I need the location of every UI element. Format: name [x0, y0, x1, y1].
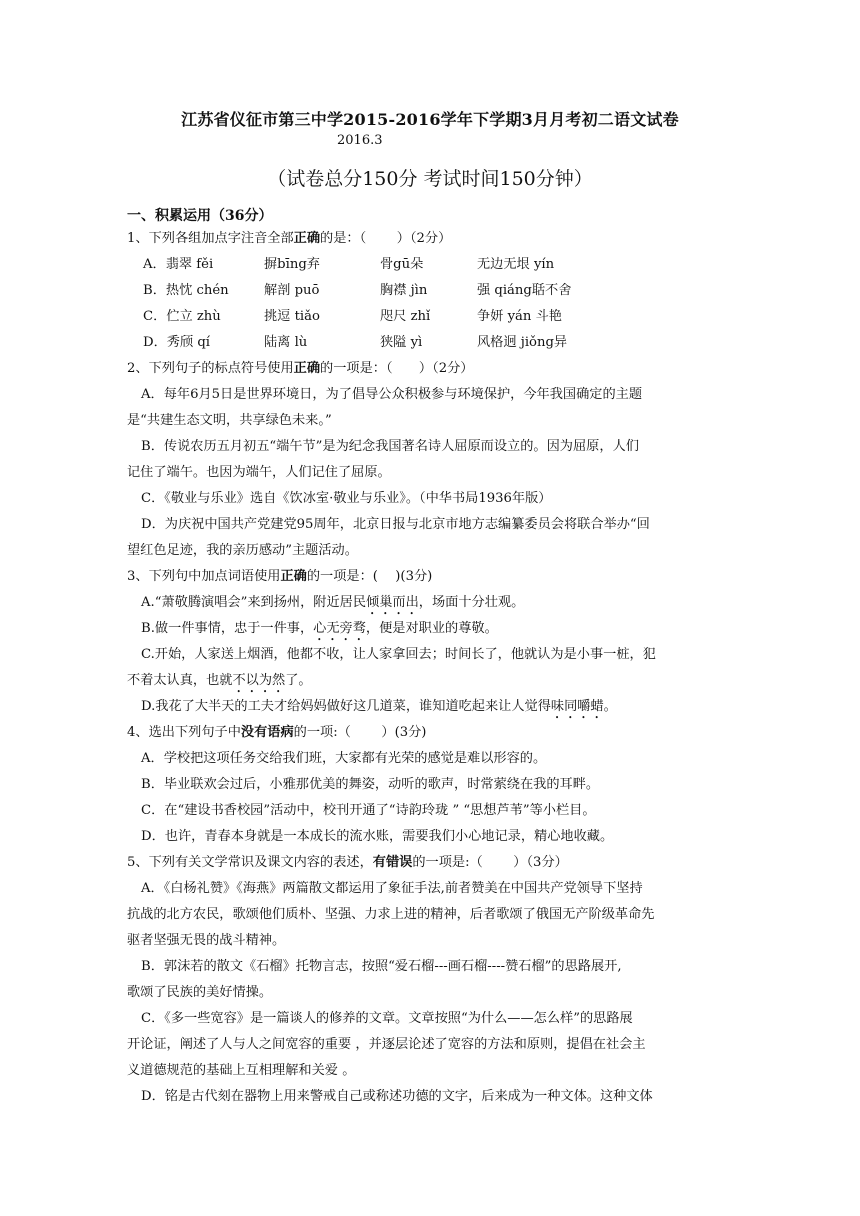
option-cell: B．热忱 chén [143, 283, 229, 298]
option-cell: 挑逗 tiǎo [264, 309, 320, 324]
option-text: D.我花了大半天的工夫才给妈妈做好这几道菜，谁知道吃起来让人觉得 [141, 699, 551, 714]
option-cell: 骨gū朵 [380, 257, 424, 272]
stem-text: 3、下列句中加点词语使用 [127, 569, 281, 584]
stem-text: 2、下列句子的标点符号使用 [127, 361, 294, 376]
exam-date: 2016.3 [337, 133, 383, 148]
option-text: ，场面十分壮观。 [418, 595, 525, 610]
question-2-option-c: C．《敬业与乐业》选自《饮冰室·敬业与乐业》。（中华书局1936年版） [141, 491, 552, 506]
question-1-stem [127, 226, 737, 252]
stem-emphasis: 没有语病 [240, 725, 294, 740]
option-cell: 风格迥 jiǒng异 [477, 335, 568, 350]
question-5-option-b: B．郭沫若的散文《石榴》托物言志，按照“爱石榴---画石榴----赞石榴”的思路展开, [141, 959, 622, 974]
question-4-option-c: C．在“建设书香校园”活动中，校刊开通了“诗韵玲珑 ” “思想芦苇”等小栏目。 [141, 803, 596, 818]
section-heading: 一、积累运用（36分） [127, 208, 273, 224]
stem-text: 的一项是:（ ）（3分） [412, 855, 568, 870]
option-cell: D．秀颀 qí [143, 335, 210, 350]
question-2-option-b-cont: 记住了端午。也因为端午，人们记住了屈原。 [127, 465, 391, 480]
question-5-option-b-cont: 歌颂了民族的美好情操。 [127, 985, 273, 1000]
stem-text: 的一项是：（ ）（2分） [320, 361, 474, 376]
question-2-option-a: A．每年6月5日是世界环境日，为了倡导公众积极参与环境保护，今年我国确定的主题 [141, 387, 643, 402]
question-3-stem [127, 564, 737, 590]
question-3-option-c-cont [127, 668, 737, 694]
stem-text: 1、下列各组加点字注音全部 [127, 231, 294, 246]
option-cell: 无边无垠 yín [477, 257, 555, 272]
option-cell: 陆离 lù [264, 335, 308, 350]
stem-text: 4、选出下列句子中 [127, 725, 241, 740]
option-cell: 解剖 puō [264, 283, 320, 298]
question-5-option-a-cont: 抗战的北方农民，歌颂他们质朴、坚强、力求上进的精神，后者歌颂了俄国无产阶级革命先 [127, 907, 655, 922]
dotted-phrase: 不以为然 [232, 673, 286, 688]
dotted-phrase: 味同嚼蜡 [550, 699, 604, 714]
stem-text: 5、下列有关文学常识及课文内容的表述， [127, 855, 373, 870]
question-1-option-row-c [127, 304, 737, 330]
question-4-option-b: B．毕业联欢会过后，小雅那优美的舞姿，动听的歌声，时常萦绕在我的耳畔。 [141, 777, 600, 792]
question-3-option-c: C.开始，人家送上烟酒，他都不收，让人家拿回去；时间长了，他就认为是小事一桩，犯 [141, 647, 656, 662]
stem-text: 的一项:（ ）(3分) [293, 725, 427, 740]
option-text: 。 [603, 699, 617, 714]
question-5-option-a: A．《白杨礼赞》《海燕》两篇散文都运用了象征手法,前者赞美在中国共产党领导下坚持 [141, 881, 643, 896]
question-list [127, 226, 737, 1110]
question-4-option-d: D．也许，青春本身就是一本成长的流水账，需要我们小心地记录，精心地收藏。 [141, 829, 614, 844]
question-2-option-b: B．传说农历五月初五“端午节”是为纪念我国著名诗人屈原而设立的。因为屈原，人们 [141, 439, 639, 454]
question-4-stem [127, 720, 737, 746]
question-5-option-a-cont: 驱者坚强无畏的战斗精神。 [127, 933, 286, 948]
option-cell: 咫尺 zhǐ [380, 309, 431, 324]
question-3-option-d [127, 694, 737, 720]
stem-text: 的是：（ ）（2分） [320, 231, 452, 246]
option-cell: 摒bīng弃 [264, 257, 320, 272]
stem-emphasis: 正确 [293, 361, 321, 376]
question-3-option-b [127, 616, 737, 642]
question-5-option-d: D．铭是古代刻在器物上用来警戒自己或称述功德的文字，后来成为一种文体。这种文体 [141, 1089, 653, 1104]
option-text: A.“萧敬腾演唱会”来到扬州，附近居民 [141, 595, 367, 610]
question-4-option-a: A．学校把这项任务交给我们班，大家都有光荣的感觉是难以形容的。 [141, 751, 547, 766]
question-5-option-c-cont: 义道德规范的基础上互相理解和关爱 。 [127, 1063, 356, 1078]
question-1-option-row-a [127, 252, 737, 278]
option-text: ，便是对职业的尊敬。 [365, 621, 498, 636]
option-text: B.做一件事情，忠于一件事， [141, 621, 314, 636]
question-5-stem [127, 850, 737, 876]
option-cell: C．伫立 zhù [143, 309, 221, 324]
option-cell: A．翡翠 fěi [143, 257, 214, 272]
dotted-phrase: 倾巢而出 [366, 595, 419, 610]
question-5-option-c-cont: 开论证，阐述了人与人之间宽容的重要 ，并逐层论述了宽容的方法和原则，提倡在社会主 [127, 1037, 646, 1052]
question-3-option-a [127, 590, 737, 616]
stem-text: 的一项是：( )(3分) [306, 569, 433, 584]
question-2-option-a-cont: 是“共建生态文明，共享绿色未来。” [127, 413, 332, 428]
question-5-option-c: C．《多一些宽容》是一篇谈人的修养的文章。文章按照“为什么——怎么样”的思路展 [141, 1011, 633, 1026]
option-cell: 狭隘 yì [380, 335, 423, 350]
option-cell: 争妍 yán 斗艳 [477, 309, 562, 324]
option-cell: 胸襟 jìn [380, 283, 428, 298]
exam-subtitle: （试卷总分150分 考试时间150分钟） [267, 168, 593, 190]
page-title: 江苏省仪征市第三中学2015-2016学年下学期3月月考初二语文试卷 [181, 110, 679, 129]
stem-emphasis: 正确 [293, 231, 321, 246]
question-2-stem [127, 356, 737, 382]
question-1-option-row-d [127, 330, 737, 356]
question-2-option-d-cont: 望红色足迹，我的亲历感动”主题活动。 [127, 543, 358, 558]
stem-emphasis: 有错误 [372, 855, 413, 870]
option-cell: 强 qiáng聒不舍 [477, 283, 572, 298]
question-1-option-row-b [127, 278, 737, 304]
stem-emphasis: 正确 [280, 569, 307, 584]
dotted-phrase: 心无旁骛 [313, 621, 366, 636]
question-2-option-d: D．为庆祝中国共产党建党95周年，北京日报与北京市地方志编纂委员会将联合举办“回 [141, 517, 650, 532]
option-text: 了。 [285, 673, 312, 688]
option-text: 不着太认真，也就 [127, 673, 233, 688]
